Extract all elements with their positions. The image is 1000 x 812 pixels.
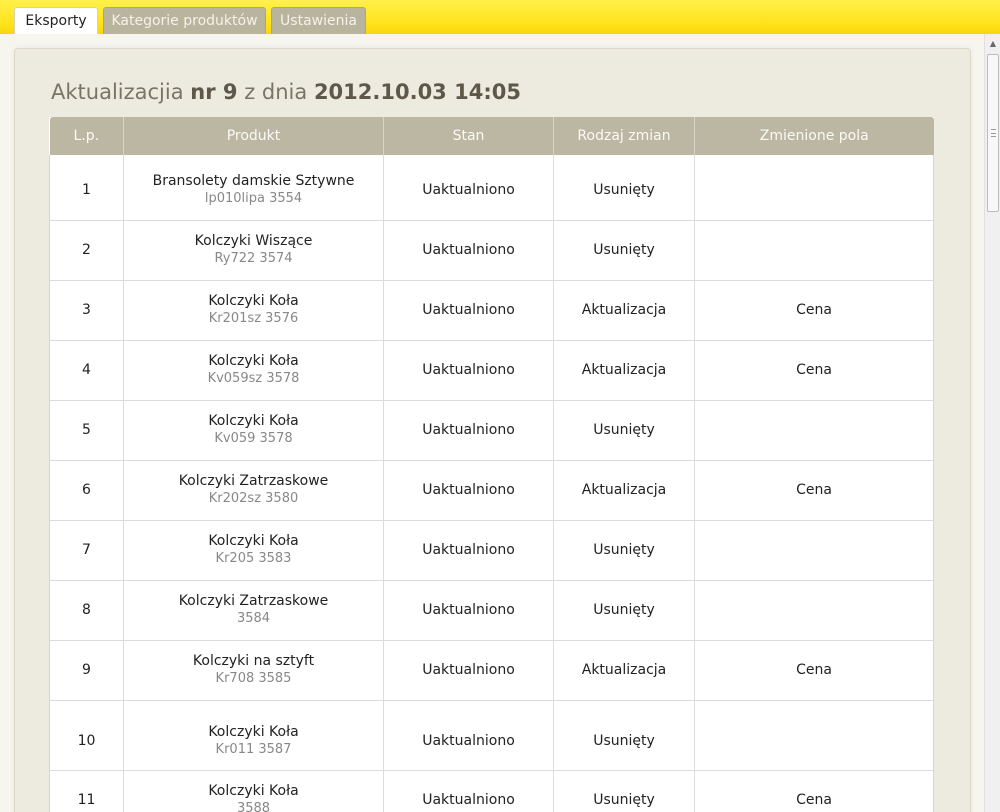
table-row	[50, 280, 934, 340]
cell-produkt	[124, 280, 384, 340]
cell-stan: Uaktualniono	[384, 460, 554, 520]
cell-lp: 2	[50, 220, 124, 280]
table-row	[50, 580, 934, 640]
column-header-produkt: Produkt	[124, 117, 384, 155]
scrollbar-thumb[interactable]	[987, 54, 999, 212]
cell-produkt	[124, 400, 384, 460]
cell-lp: 1	[50, 155, 124, 220]
cell-zmienione-pola	[695, 700, 934, 770]
cell-stan: Uaktualniono	[384, 280, 554, 340]
table-row	[50, 520, 934, 580]
cell-rodzaj-zmian: Usunięty	[554, 155, 695, 220]
cell-zmienione-pola	[695, 400, 934, 460]
title-middle: z dnia	[244, 80, 308, 104]
product-name: Kolczyki Koła	[208, 413, 299, 429]
page-title	[51, 80, 521, 108]
product-name: Kolczyki Zatrzaskowe	[178, 593, 329, 609]
cell-produkt	[124, 580, 384, 640]
cell-rodzaj-zmian: Usunięty	[554, 700, 695, 770]
table-row	[50, 155, 934, 220]
cell-produkt	[124, 770, 384, 812]
cell-stan: Uaktualniono	[384, 155, 554, 220]
cell-zmienione-pola	[695, 155, 934, 220]
cell-lp: 8	[50, 580, 124, 640]
cell-lp: 6	[50, 460, 124, 520]
cell-stan: Uaktualniono	[384, 340, 554, 400]
changes-table	[49, 117, 934, 812]
product-code: Ry722 3574	[214, 251, 293, 266]
cell-produkt	[124, 700, 384, 770]
vertical-scrollbar[interactable]	[984, 34, 1000, 812]
cell-lp: 11	[50, 770, 124, 812]
table-row	[50, 770, 934, 812]
cell-produkt	[124, 340, 384, 400]
cell-lp: 5	[50, 400, 124, 460]
column-header-stan: Stan	[384, 117, 554, 155]
cell-stan: Uaktualniono	[384, 580, 554, 640]
title-prefix: Aktualizacjia	[51, 80, 184, 104]
scroll-up-arrow-icon[interactable]: ▲	[989, 39, 997, 48]
tab-ustawienia[interactable]: Ustawienia	[271, 7, 366, 34]
cell-lp: 4	[50, 340, 124, 400]
cell-zmienione-pola: Cena	[695, 340, 934, 400]
cell-produkt	[124, 220, 384, 280]
cell-lp: 7	[50, 520, 124, 580]
cell-lp: 3	[50, 280, 124, 340]
cell-stan: Uaktualniono	[384, 640, 554, 700]
product-name: Kolczyki Koła	[208, 533, 299, 549]
product-name: Kolczyki Zatrzaskowe	[178, 473, 329, 489]
table-row	[50, 400, 934, 460]
table-row	[50, 640, 934, 700]
cell-zmienione-pola: Cena	[695, 640, 934, 700]
cell-rodzaj-zmian: Usunięty	[554, 220, 695, 280]
product-code: Kr201sz 3576	[208, 311, 299, 326]
tab-kategorie-produktow[interactable]: Kategorie produktów	[103, 7, 266, 34]
product-code: 3584	[236, 611, 271, 626]
cell-stan: Uaktualniono	[384, 770, 554, 812]
cell-stan: Uaktualniono	[384, 520, 554, 580]
update-datetime: 2012.10.03 14:05	[313, 80, 521, 104]
product-code: Kr708 3585	[215, 671, 292, 686]
product-code: Kr202sz 3580	[208, 491, 299, 506]
cell-rodzaj-zmian: Aktualizacja	[554, 280, 695, 340]
product-name: Bransolety damskie Sztywne	[152, 173, 355, 190]
cell-stan: Uaktualniono	[384, 220, 554, 280]
top-tab-bar	[0, 0, 1000, 34]
product-code: Kr011 3587	[215, 742, 292, 757]
cell-zmienione-pola	[695, 220, 934, 280]
cell-zmienione-pola	[695, 580, 934, 640]
cell-zmienione-pola: Cena	[695, 770, 934, 812]
cell-rodzaj-zmian: Aktualizacja	[554, 340, 695, 400]
cell-produkt	[124, 155, 384, 220]
table-row	[50, 460, 934, 520]
cell-rodzaj-zmian: Usunięty	[554, 400, 695, 460]
update-number: nr 9	[190, 80, 238, 104]
table-header-row	[50, 117, 934, 155]
column-header-zmienione-pola: Zmienione pola	[695, 117, 934, 155]
cell-rodzaj-zmian: Usunięty	[554, 770, 695, 812]
cell-stan: Uaktualniono	[384, 700, 554, 770]
cell-rodzaj-zmian: Usunięty	[554, 520, 695, 580]
product-name: Kolczyki na sztyft	[192, 653, 315, 669]
cell-produkt	[124, 640, 384, 700]
table-row	[50, 220, 934, 280]
product-code: Kr205 3583	[215, 551, 292, 566]
table-row	[50, 340, 934, 400]
cell-rodzaj-zmian: Aktualizacja	[554, 460, 695, 520]
cell-produkt	[124, 460, 384, 520]
cell-zmienione-pola: Cena	[695, 280, 934, 340]
product-name: Kolczyki Koła	[208, 724, 299, 740]
product-name: Kolczyki Koła	[208, 293, 299, 309]
table-row	[50, 700, 934, 770]
product-code: lp010lipa 3554	[204, 191, 303, 207]
cell-lp: 9	[50, 640, 124, 700]
cell-stan: Uaktualniono	[384, 400, 554, 460]
product-code: 3588	[236, 801, 271, 812]
product-name: Kolczyki Wiszące	[194, 233, 313, 249]
product-name: Kolczyki Koła	[208, 353, 299, 369]
tab-eksporty[interactable]: Eksporty	[14, 7, 98, 34]
cell-zmienione-pola	[695, 520, 934, 580]
cell-zmienione-pola: Cena	[695, 460, 934, 520]
column-header-rodzaj-zmian: Rodzaj zmian	[554, 117, 695, 155]
product-name: Kolczyki Koła	[208, 783, 299, 799]
product-code: Kv059 3578	[214, 431, 293, 446]
cell-lp: 10	[50, 700, 124, 770]
product-code: Kv059sz 3578	[207, 371, 300, 386]
cell-rodzaj-zmian: Usunięty	[554, 580, 695, 640]
cell-produkt	[124, 520, 384, 580]
cell-rodzaj-zmian: Aktualizacja	[554, 640, 695, 700]
column-header-lp: L.p.	[50, 117, 124, 155]
